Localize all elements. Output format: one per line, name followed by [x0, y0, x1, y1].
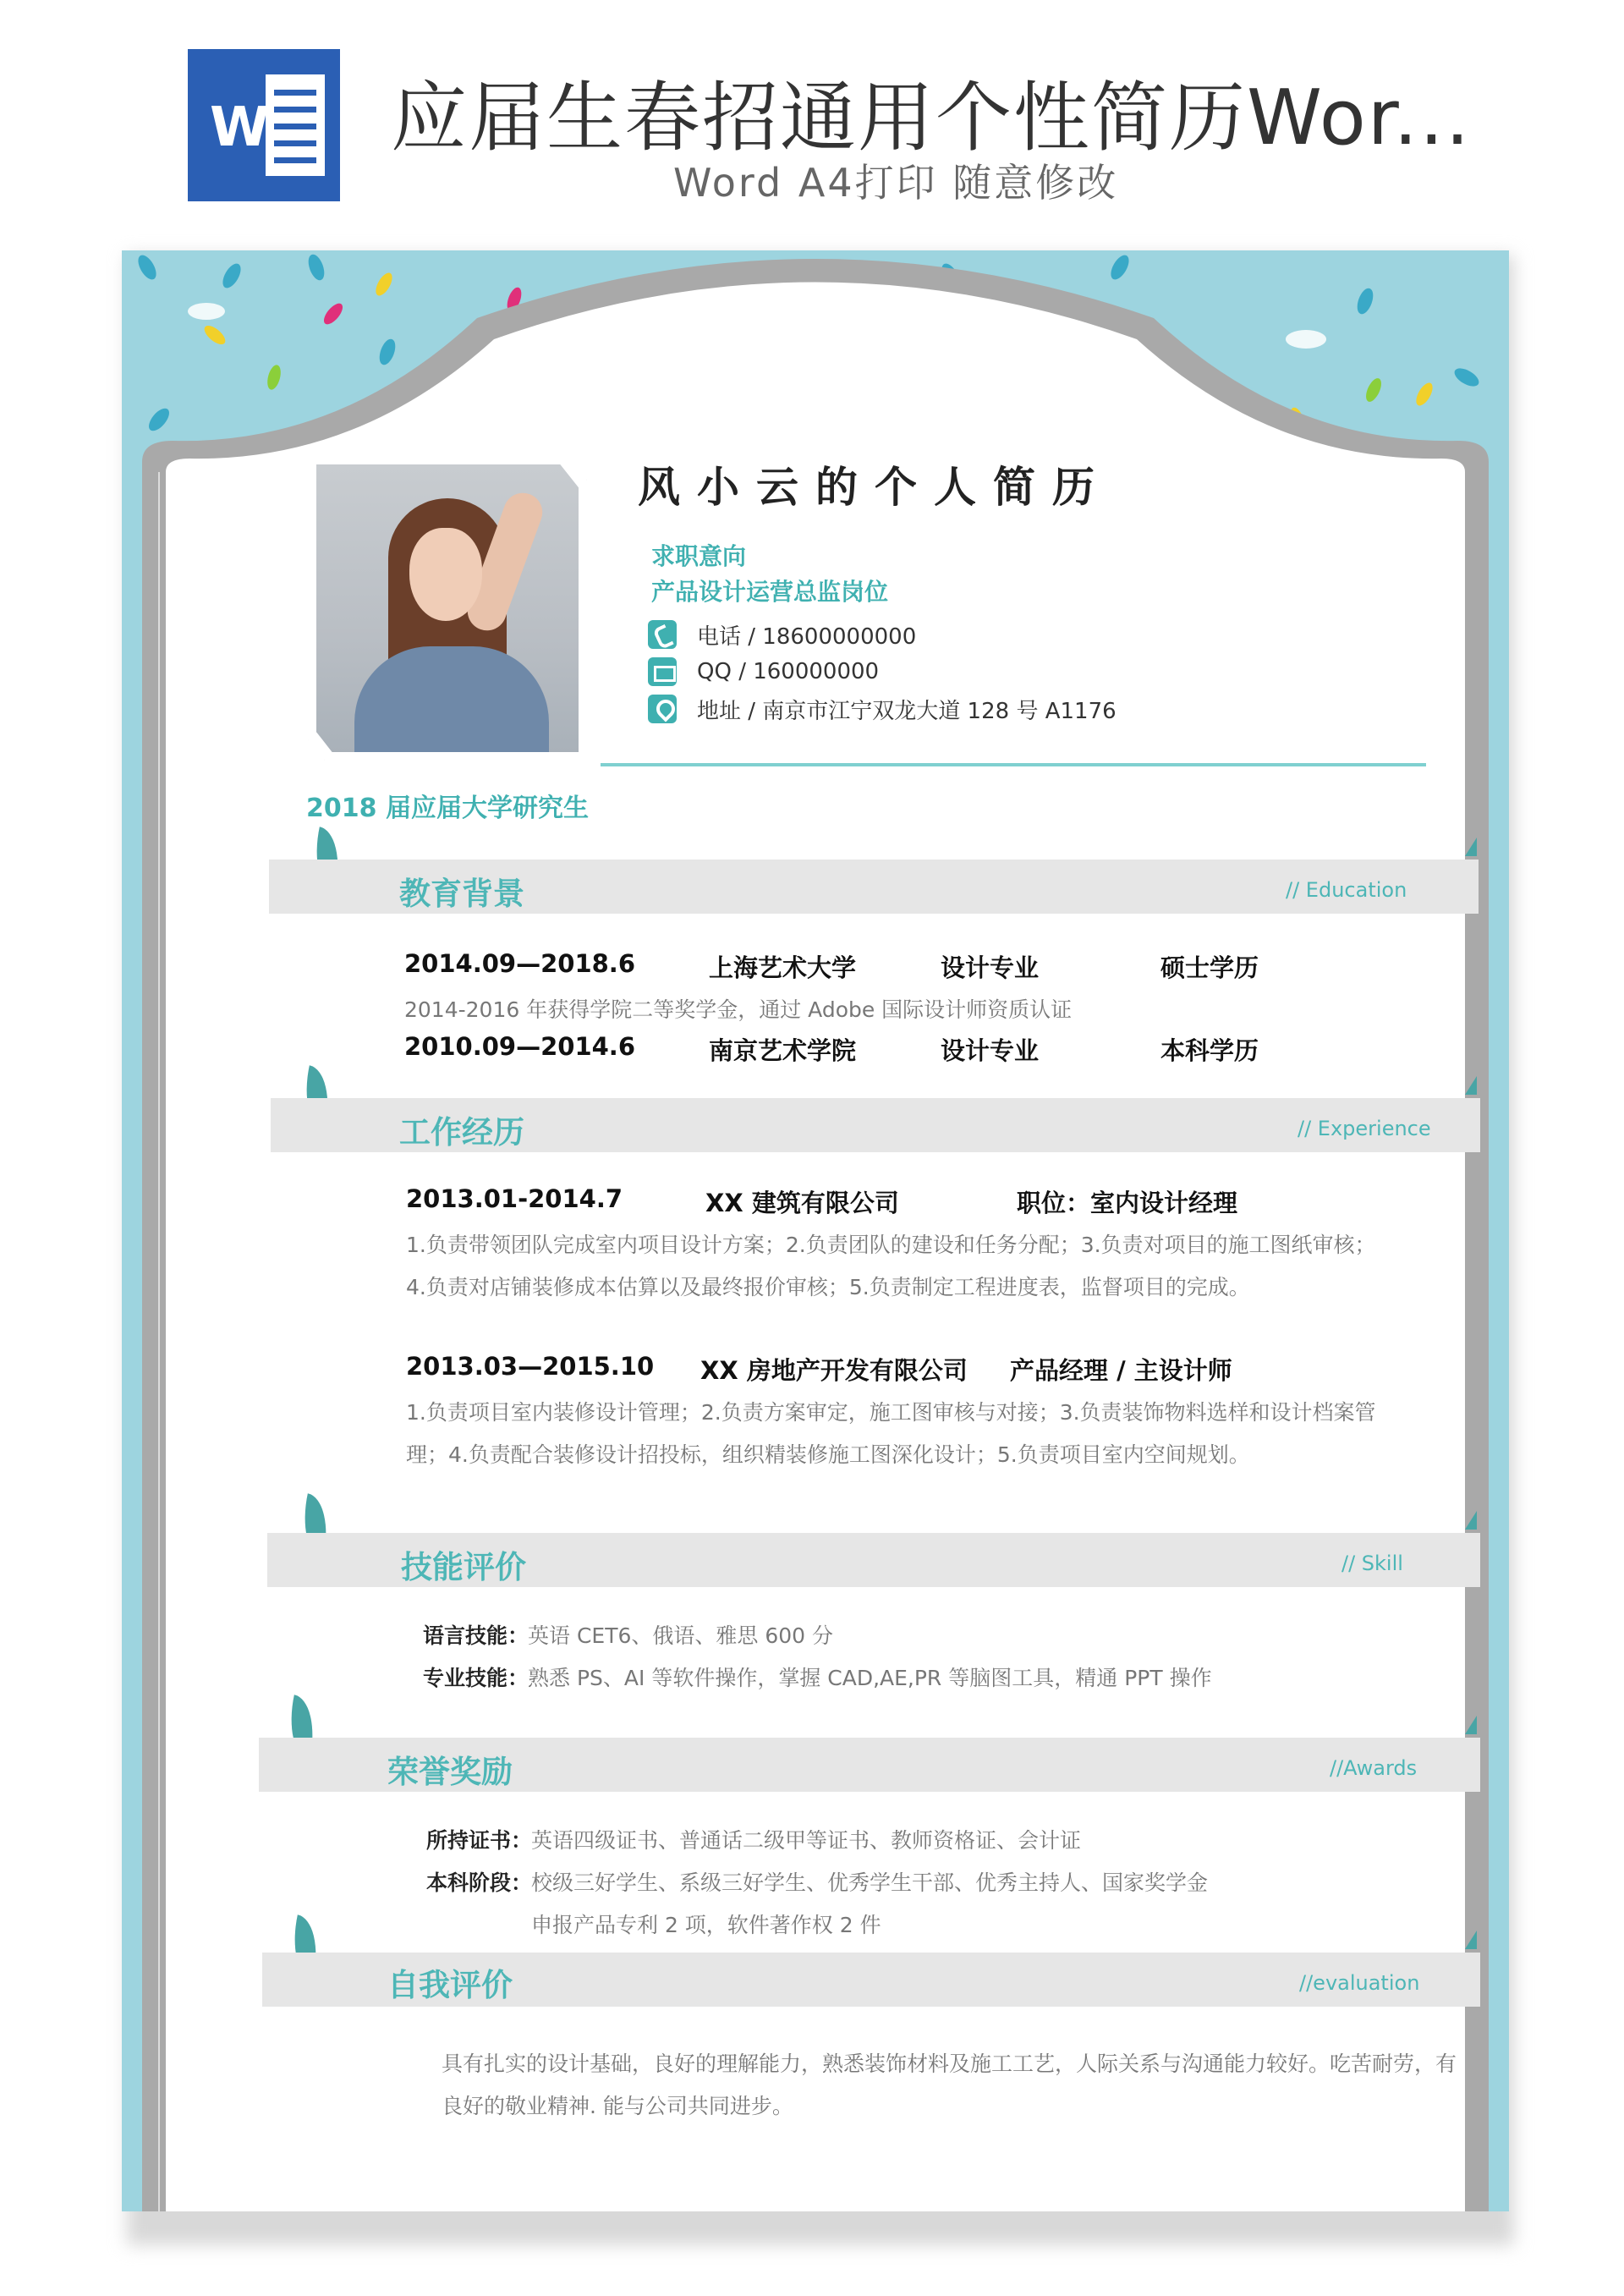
edu-1-major: 设计专业 — [941, 953, 1040, 982]
graduate-label: 2018 届应届大学研究生 — [306, 794, 589, 823]
skill-language-value: 英语 CET6、俄语、雅思 600 分 — [528, 1623, 833, 1648]
skill-professional-value: 熟悉 PS、AI 等软件操作，掌握 CAD,AE,PR 等脑图工具，精通 PPT 操作 — [528, 1666, 1212, 1690]
exp-1-line-2: 4.负责对店铺装修成本估算以及最终报价审核；5.负责制定工程进度表，监督项目的完成。 — [406, 1275, 1250, 1299]
contact-phone — [648, 618, 916, 651]
word-icon — [188, 49, 340, 201]
awards-title-en: //Awards — [1330, 1756, 1418, 1780]
word-icon-letter: W — [210, 96, 270, 159]
exp-2-period: 2013.03—2015.10 — [406, 1352, 655, 1381]
edu-1-period: 2014.09—2018.6 — [404, 949, 635, 978]
evaluation-title: 自我评价 — [387, 1967, 513, 2003]
phone-icon — [648, 620, 677, 649]
skill-language-label: 语言技能： — [423, 1623, 529, 1648]
edu-2-period: 2010.09—2014.6 — [404, 1032, 635, 1061]
contact-address — [648, 692, 1116, 726]
exp-1-role: 职位：室内设计经理 — [1017, 1189, 1238, 1217]
profile-photo — [316, 464, 579, 752]
edu-2-major: 设计专业 — [941, 1036, 1040, 1065]
award-undergrad-value: 校级三好学生、系级三好学生、优秀学生干部、优秀主持人、国家奖学金 — [531, 1870, 1209, 1895]
award-certificates-label: 所持证书： — [426, 1828, 533, 1853]
job-intent-value: 产品设计运营总监岗位 — [651, 578, 889, 606]
edu-note: 2014-2016 年获得学院二等奖学金，通过 Adobe 国际设计师资质认证 — [404, 997, 1073, 1022]
corner-tick-icon — [1465, 838, 1477, 856]
document-subtitle: Word A4打印 随意修改 — [673, 160, 1119, 206]
corner-tick-icon — [1465, 1716, 1477, 1734]
award-certificates-value: 英语四级证书、普通话二级甲等证书、教师资格证、会计证 — [531, 1828, 1082, 1853]
edu-1-degree: 硕士学历 — [1160, 953, 1259, 982]
corner-tick-icon — [1465, 1511, 1477, 1530]
education-title: 教育背景 — [399, 876, 524, 912]
document-title: 应届生春招通用个性简历Wor... — [391, 74, 1472, 162]
exp-2-line-2: 理；4.负责配合装修设计招投标，组织精装修施工图深化设计；5.负责项目室内空间规划。 — [406, 1442, 1250, 1467]
skill-professional-label: 专业技能： — [423, 1666, 529, 1690]
edu-2-school: 南京艺术学院 — [709, 1036, 857, 1065]
edu-1-school: 上海艺术大学 — [709, 953, 857, 982]
exp-2-role: 产品经理 / 主设计师 — [1010, 1356, 1232, 1385]
evaluation-title-en: //evaluation — [1299, 1971, 1420, 1995]
profile-photo-frame — [308, 456, 587, 761]
corner-tick-icon — [1465, 1931, 1477, 1949]
experience-title: 工作经历 — [399, 1114, 524, 1151]
corner-tick-icon — [1465, 1076, 1477, 1095]
education-title-en: // Education — [1286, 878, 1407, 902]
edu-2-degree: 本科学历 — [1160, 1036, 1259, 1065]
skills-title-en: // Skill — [1341, 1552, 1403, 1575]
evaluation-line-2: 良好的敬业精神. 能与公司共同进步。 — [442, 2094, 793, 2118]
mail-icon — [648, 657, 677, 686]
evaluation-line-1: 具有扎实的设计基础，良好的理解能力，熟悉装饰材料及施工工艺，人际关系与沟通能力较好。吃苦耐劳，有 — [442, 2052, 1457, 2076]
job-intent-label: 求职意向 — [651, 542, 747, 570]
exp-2-line-1: 1.负责项目室内装修设计管理；2.负责方案审定，施工图审核与对接；3.负责装饰物料选样和设计档案管 — [406, 1400, 1376, 1425]
location-icon — [648, 695, 677, 723]
exp-1-period: 2013.01-2014.7 — [406, 1184, 623, 1213]
contact-qq-text: QQ / 160000000 — [697, 659, 880, 684]
award-undergrad-label: 本科阶段： — [426, 1870, 533, 1895]
exp-1-company: XX 建筑有限公司 — [705, 1189, 899, 1217]
awards-title: 荣誉奖励 — [387, 1754, 513, 1790]
award-extra: 申报产品专利 2 项，软件著作权 2 件 — [531, 1913, 881, 1937]
document-header — [0, 0, 1624, 228]
profile-divider — [601, 763, 1426, 766]
resume-page — [122, 250, 1509, 2211]
experience-title-en: // Experience — [1298, 1117, 1431, 1140]
contact-phone-text: 电话 / 18600000000 — [697, 623, 917, 650]
resume-name: 风小云的个人简历 — [638, 463, 1111, 512]
word-icon-pages — [266, 74, 325, 176]
exp-1-line-1: 1.负责带领团队完成室内项目设计方案；2.负责团队的建设和任务分配；3.负责对项目的施工图纸审核； — [406, 1233, 1376, 1257]
skills-title: 技能评价 — [401, 1549, 526, 1585]
exp-2-company: XX 房地产开发有限公司 — [700, 1356, 968, 1385]
contact-qq — [648, 655, 879, 689]
contact-address-text: 地址 / 南京市江宁双龙大道 128 号 A1176 — [697, 698, 1116, 724]
